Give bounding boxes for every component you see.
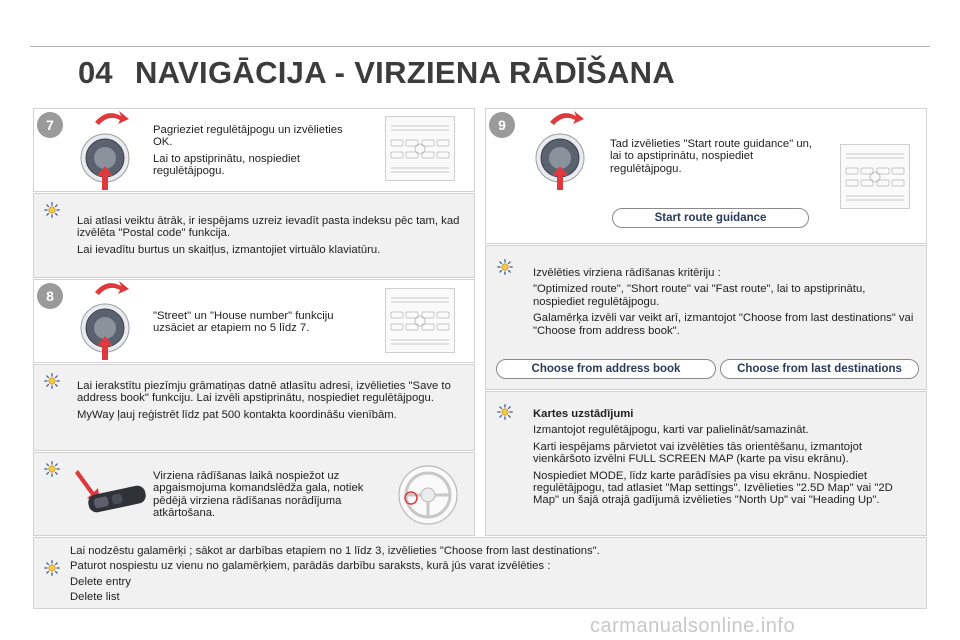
map-settings-heading: Kartes uzstādījumi — [533, 408, 634, 420]
choose-from-last-destinations-button[interactable]: Choose from last destinations — [720, 359, 919, 379]
tip-1-text: Lai atlasi veiktu ātrāk, ir iespējams uzreiz ievadīt pasta indeksu pēc tam, kad izvēlēta "Postal code" funkcija. Lai ievadītu burtus un skaitļus, izmantojiet virtuālo klaviatūru. — [77, 215, 460, 256]
chapter-number: 04 — [78, 55, 113, 90]
tip-bulb-icon — [44, 202, 60, 218]
tip-bulb-icon — [497, 404, 513, 420]
tip-3-text: Izvēlēties virziena rādīšanas kritēriju : "Optimized route", "Short route" vai "Fast route", lai to apstiprinātu, nospiediet regulētājpogu. Galamērķa izvēli var veikt arī, izmantojot "Choose from last destinations" vai "Choose from address book". — [533, 267, 914, 337]
step-7-badge: 7 — [37, 112, 63, 138]
map-settings-text: Kartes uzstādījumi Izmantojot regulētājpogu, karti var palielināt/samazināt. Karti iespējams pārvietot vai izvēlēties tās orientēšanu, izmantojot vienkāršoto izvēlni FULL SCREEN MAP (karte pa visu ekrānu). Nospiediet MODE, līdz karte parādīsies pa visu ekrānu. Nospiediet regulētājpogu, tad atlasiet "Map settings". Izvēlieties "2.5D Map" vai "2D Map" un šajā otrajā gadījumā izvēlieties "North Up" vai "Heading Up". — [533, 408, 918, 511]
step-9-text: Tad izvēlieties "Start route guidance" un, lai to apstiprinātu, nospiediet regulētājpogu. — [610, 138, 813, 175]
step-8-badge: 8 — [37, 283, 63, 309]
steering-wheel-icon — [395, 462, 461, 528]
step-7-text: Pagrieziet regulētājpogu un izvēlieties OK. Lai to apstiprinātu, nospiediet regulētājpogu. — [153, 124, 343, 178]
step-8-text: "Street" un "House number" funkciju uzsāciet ar etapiem no 5 līdz 7. — [153, 310, 334, 335]
step-9-badge: 9 — [489, 112, 515, 138]
tip-bulb-icon — [44, 373, 60, 389]
rotary-knob-icon — [530, 110, 590, 192]
rotary-knob-icon — [75, 110, 135, 192]
stalk-text: Virziena rādīšanas laikā nospiežot uz apgaismojuma komandslēdža gala, notiek pēdējā virziena rādīšanas norādījuma atkārtošana. — [153, 470, 364, 520]
tip-bulb-icon — [44, 560, 60, 576]
watermark: carmanualsonline.info — [590, 615, 796, 637]
tip-bulb-icon — [44, 461, 60, 477]
tip-2-text: Lai ierakstītu piezīmju grāmatiņas datnē atlasītu adresi, izvēlieties "Save to address book" funkciju. Lai izvēli apstiprinātu, nospiediet regulētājpogu. MyWay ļauj reģistrēt līdz pat 500 kontakta koordināšu vienībām. — [77, 380, 451, 421]
radio-panel-icon — [385, 116, 455, 181]
radio-panel-icon — [840, 144, 910, 209]
choose-from-address-book-button[interactable]: Choose from address book — [496, 359, 716, 379]
bottom-tip-text: Lai nodzēstu galamērķi ; sākot ar darbības etapiem no 1 līdz 3, izvēlieties "Choose from last destinations". Paturot nospiestu uz vienu no galamērķiem, parādās darbību saraksts, kurā jūs varat izvēlēties : Delete entry Delete list — [70, 545, 600, 604]
start-route-guidance-button[interactable]: Start route guidance — [612, 208, 809, 228]
light-stalk-icon — [72, 462, 150, 528]
header-rule — [30, 46, 930, 47]
tip-bulb-icon — [497, 259, 513, 275]
page-title: NAVIGĀCIJA - VIRZIENA RĀDĪŠANA — [135, 55, 676, 90]
radio-panel-icon — [385, 288, 455, 353]
rotary-knob-icon — [75, 280, 135, 362]
